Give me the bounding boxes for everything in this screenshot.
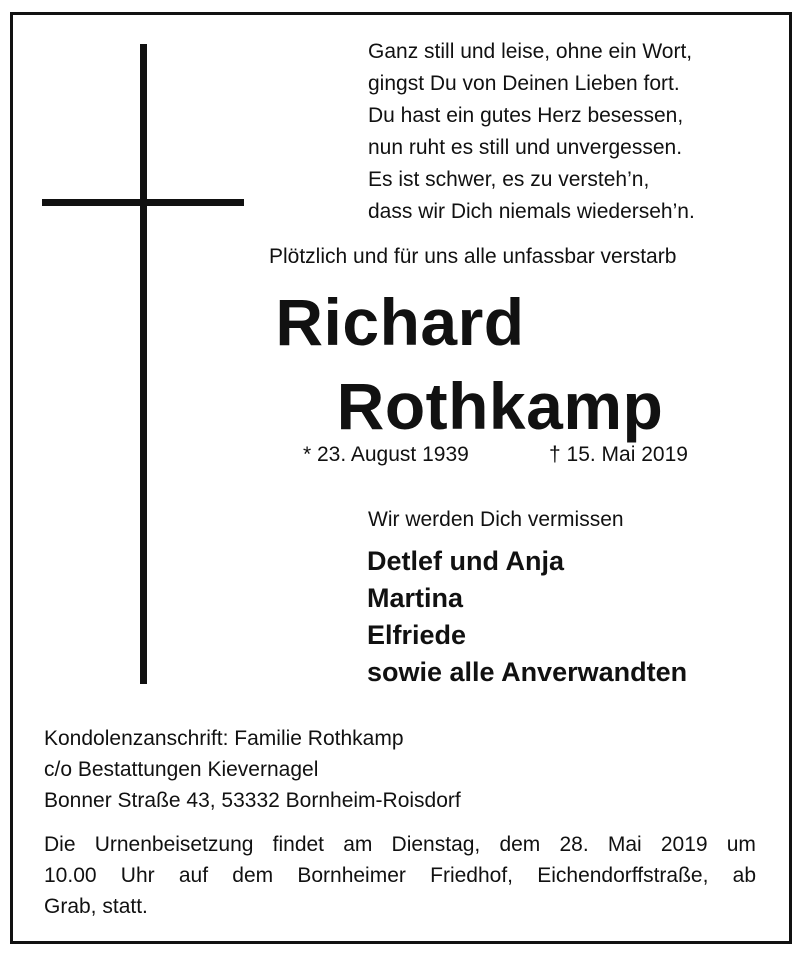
burial-line: Grab, statt.: [44, 895, 148, 918]
cross-icon-vertical-beam: [140, 44, 147, 684]
burial-word: 2019: [660, 833, 708, 856]
burial-word: Mai: [607, 833, 642, 856]
burial-word: Dienstag,: [391, 833, 481, 856]
mourners-list: [367, 543, 687, 691]
burial-word: Eichendorffstraße,: [537, 864, 709, 887]
burial-word: dem: [232, 864, 274, 887]
poem-line: Ganz still und leise, ohne ein Wort,: [368, 40, 693, 63]
death-date: † 15. Mai 2019: [549, 443, 688, 466]
condolence-line: Kondolenzanschrift: Familie Rothkamp: [44, 727, 404, 750]
condolence-line: c/o Bestattungen Kievernagel: [44, 758, 319, 781]
burial-word: 28.: [559, 833, 589, 856]
burial-word: findet: [272, 833, 325, 856]
mourner-name: Martina: [367, 583, 464, 613]
burial-word: ab: [732, 864, 756, 887]
condolence-line: Bonner Straße 43, 53332 Bornheim-Roisdorf: [44, 789, 461, 812]
burial-line: [44, 860, 756, 891]
birth-date: * 23. August 1939: [303, 443, 469, 466]
mourner-name: Detlef und Anja: [367, 546, 565, 576]
mourner-name: sowie alle Anverwandten: [367, 657, 688, 687]
deceased-first-name: Richard: [275, 285, 525, 359]
poem-line: nun ruht es still und unvergessen.: [368, 136, 683, 159]
burial-word: um: [726, 833, 756, 856]
burial-word: Urnenbeisetzung: [94, 833, 254, 856]
burial-word: auf: [178, 864, 209, 887]
burial-word: am: [343, 833, 373, 856]
cross-icon-horizontal-beam: [42, 199, 244, 206]
burial-word: dem: [499, 833, 541, 856]
burial-word: 10.00: [44, 864, 97, 887]
burial-line: [44, 829, 756, 860]
condolence-address: [44, 723, 461, 816]
poem-line: gingst Du von Deinen Lieben fort.: [368, 72, 680, 95]
burial-word: Die: [44, 833, 76, 856]
death-announcement-intro: Plötzlich und für uns alle unfassbar verstarb: [269, 245, 677, 268]
poem-line: dass wir Dich niemals wiederseh’n.: [368, 200, 695, 223]
burial-word: Uhr: [120, 864, 155, 887]
miss-you-line: Wir werden Dich vermissen: [368, 508, 624, 531]
mourner-name: Elfriede: [367, 620, 467, 650]
poem-line: Es ist schwer, es zu versteh’n,: [368, 168, 650, 191]
poem-line: Du hast ein gutes Herz besessen,: [368, 104, 684, 127]
burial-word: Bornheimer: [297, 864, 406, 887]
deceased-last-name: Rothkamp: [336, 369, 664, 443]
burial-word: Friedhof,: [430, 864, 513, 887]
memorial-poem: [368, 36, 695, 228]
burial-information: [44, 829, 756, 922]
